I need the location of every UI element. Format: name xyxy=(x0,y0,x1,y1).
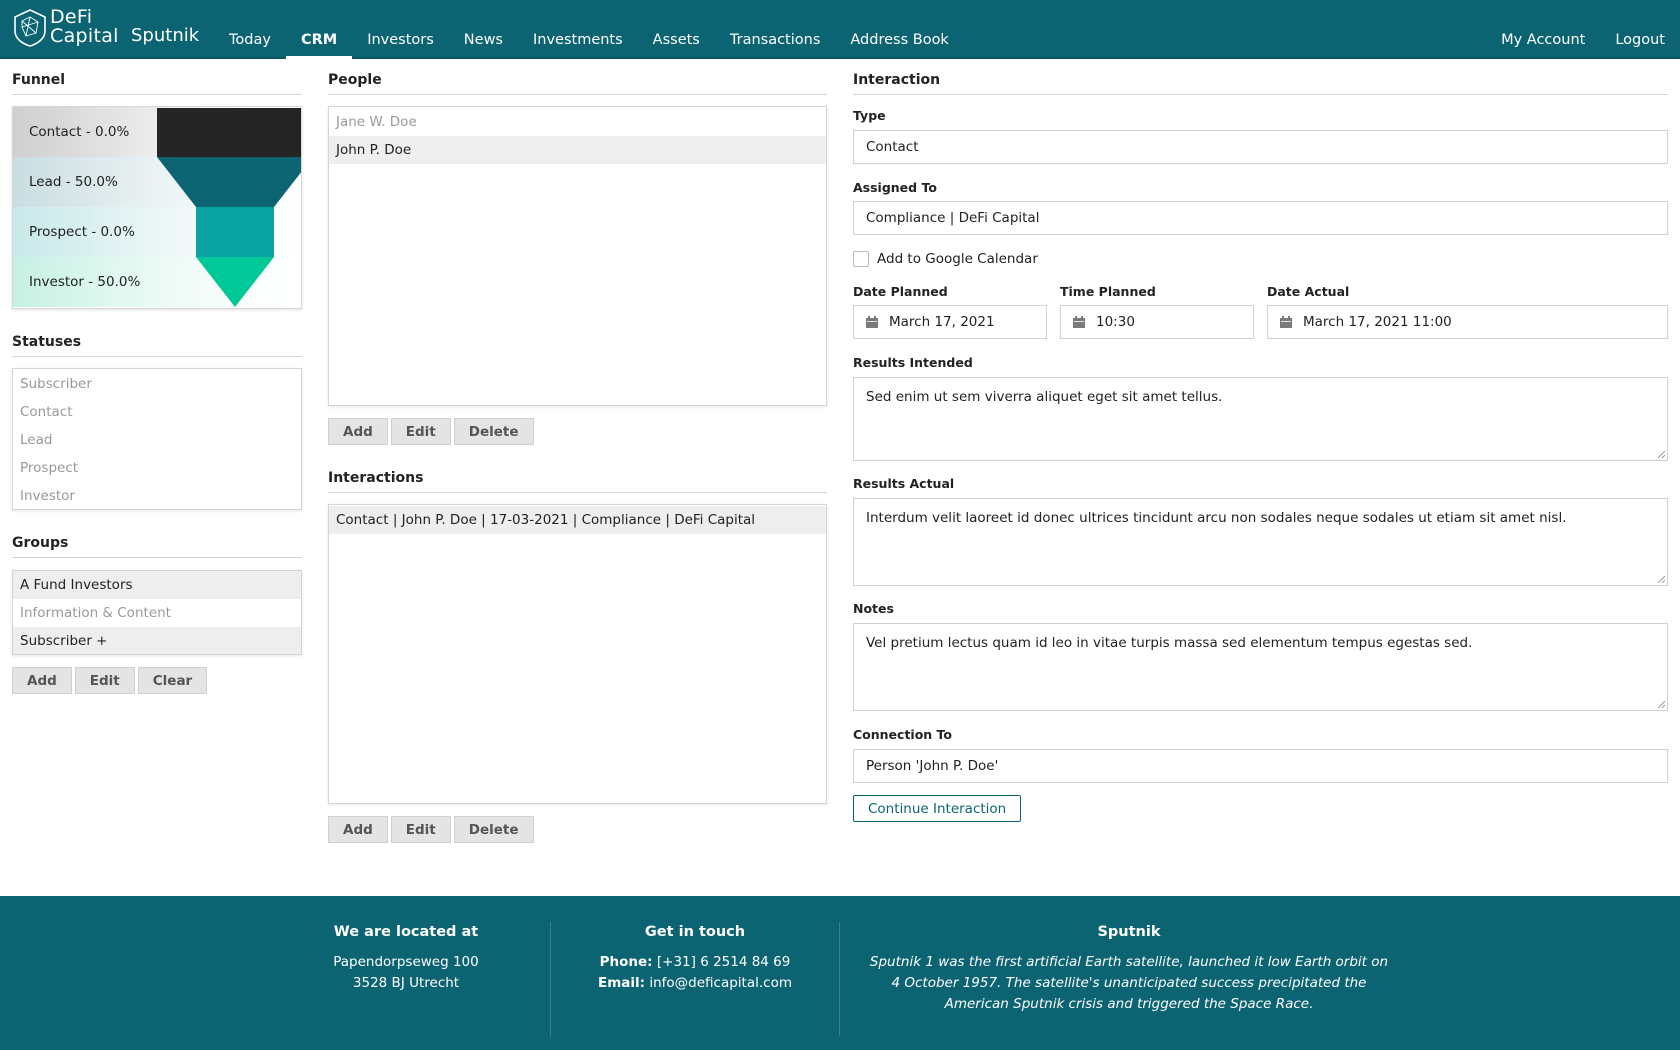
list-item[interactable]: Subscriber xyxy=(20,376,92,392)
group-clear-button[interactable]: Clear xyxy=(138,667,207,694)
footer-address-line1: Papendorpseweg 100 xyxy=(333,954,479,970)
footer-contact-title: Get in touch xyxy=(644,924,746,940)
footer-about-title: Sputnik xyxy=(1097,924,1161,940)
notes-value: Vel pretium lectus quam id leo in vitae turpis massa sed elementum tempus egestas sed. xyxy=(866,635,1473,651)
nav-item-crm[interactable]: CRM xyxy=(286,0,352,59)
nav-item-address-book[interactable]: Address Book xyxy=(850,32,949,48)
footer-phone-value[interactable]: [+31] 6 2514 84 69 xyxy=(656,954,791,970)
list-item[interactable]: Information & Content xyxy=(20,605,171,621)
notes-textarea[interactable] xyxy=(853,623,1668,711)
interaction-add-button[interactable]: Add xyxy=(328,816,388,843)
time-planned-label: Time Planned xyxy=(1060,284,1156,299)
resize-handle-icon[interactable] xyxy=(1657,450,1665,458)
top-navigation-bar xyxy=(0,0,1680,59)
google-calendar-label[interactable]: Add to Google Calendar xyxy=(877,251,1038,267)
assigned-to-select[interactable]: Compliance | DeFi Capital xyxy=(853,201,1668,235)
footer xyxy=(0,896,1680,1050)
interaction-title: Interaction xyxy=(853,72,1668,95)
funnel-chart xyxy=(12,106,302,309)
footer-address-line2: 3528 BJ Utrecht xyxy=(352,975,460,991)
funnel-title: Funnel xyxy=(12,72,302,95)
person-add-button[interactable]: Add xyxy=(328,418,388,445)
statuses-list xyxy=(12,368,302,510)
footer-about xyxy=(866,922,1392,1015)
interaction-delete-button[interactable]: Delete xyxy=(454,816,534,843)
footer-location xyxy=(306,922,506,994)
continue-interaction-button[interactable]: Continue Interaction xyxy=(853,795,1021,822)
funnel-label-prospect: Prospect - 0.0% xyxy=(13,207,301,257)
groups-actions xyxy=(12,667,207,694)
group-edit-button[interactable]: Edit xyxy=(75,667,135,694)
list-item[interactable]: Subscriber + xyxy=(13,627,301,655)
list-item[interactable]: Contact xyxy=(20,404,73,420)
date-planned-label: Date Planned xyxy=(853,284,948,299)
date-actual-input[interactable] xyxy=(1267,305,1668,339)
resize-handle-icon[interactable] xyxy=(1657,700,1665,708)
nav-item-news[interactable]: News xyxy=(463,32,503,48)
person-edit-button[interactable]: Edit xyxy=(391,418,451,445)
date-actual-value: March 17, 2021 11:00 xyxy=(1303,314,1452,330)
defi-capital-logo-icon[interactable] xyxy=(14,9,46,47)
calendar-icon xyxy=(866,316,878,328)
date-planned-input[interactable] xyxy=(853,305,1047,339)
list-item[interactable]: Contact | John P. Doe | 17-03-2021 | Compliance | DeFi Capital xyxy=(329,506,826,534)
groups-title: Groups xyxy=(12,535,302,558)
footer-contact xyxy=(580,922,810,994)
account-nav xyxy=(1486,0,1680,59)
list-item[interactable]: A Fund Investors xyxy=(13,571,301,599)
results-intended-value: Sed enim ut sem viverra aliquet eget sit amet tellus. xyxy=(866,389,1223,405)
interactions-title: Interactions xyxy=(328,470,827,493)
list-item[interactable]: Lead xyxy=(20,432,53,448)
main-nav xyxy=(214,0,964,59)
calendar-icon xyxy=(1073,316,1085,328)
calendar-icon xyxy=(1280,316,1292,328)
funnel-label-contact: Contact - 0.0% xyxy=(13,107,301,157)
app-name: Sputnik xyxy=(131,25,200,46)
nav-item-transactions[interactable]: Transactions xyxy=(729,32,821,48)
funnel-label-investor: Investor - 50.0% xyxy=(13,257,301,307)
nav-item-assets[interactable]: Assets xyxy=(652,32,700,48)
nav-item-my-account[interactable]: My Account xyxy=(1501,32,1586,48)
list-item[interactable]: Prospect xyxy=(20,460,79,476)
date-actual-label: Date Actual xyxy=(1267,284,1350,299)
people-list xyxy=(328,106,827,406)
funnel-segment-lead xyxy=(157,157,302,207)
interactions-actions xyxy=(328,816,534,843)
logo-line-1: DeFi xyxy=(50,6,93,28)
list-item[interactable]: Investor xyxy=(20,488,75,504)
nav-item-investors[interactable]: Investors xyxy=(367,32,434,48)
people-title: People xyxy=(328,72,827,95)
connection-to-input[interactable]: Person 'John P. Doe' xyxy=(853,749,1668,783)
results-intended-textarea[interactable] xyxy=(853,377,1668,461)
funnel-label-lead: Lead - 50.0% xyxy=(13,157,301,207)
connection-to-label: Connection To xyxy=(853,727,952,742)
google-calendar-checkbox[interactable] xyxy=(853,251,869,267)
date-planned-value: March 17, 2021 xyxy=(889,314,995,330)
nav-item-investments[interactable]: Investments xyxy=(532,32,623,48)
results-intended-label: Results Intended xyxy=(853,355,973,370)
logo-line-2: Capital xyxy=(50,25,119,47)
interactions-list xyxy=(328,504,827,804)
people-actions xyxy=(328,418,534,445)
type-label: Type xyxy=(853,108,886,123)
statuses-title: Statuses xyxy=(12,334,302,357)
notes-label: Notes xyxy=(853,601,894,616)
footer-location-title: We are located at xyxy=(333,924,479,940)
company-logo-text[interactable] xyxy=(50,8,119,46)
funnel-shape xyxy=(144,107,302,309)
person-delete-button[interactable]: Delete xyxy=(454,418,534,445)
time-planned-input[interactable] xyxy=(1060,305,1254,339)
footer-divider xyxy=(550,922,551,1036)
footer-divider xyxy=(839,922,840,1036)
nav-item-today[interactable]: Today xyxy=(229,32,271,48)
funnel-segment-investor xyxy=(196,257,274,307)
funnel-segment-contact xyxy=(157,108,302,157)
time-planned-value: 10:30 xyxy=(1096,314,1135,330)
footer-email-label: Email: xyxy=(597,975,646,991)
list-item[interactable]: Jane W. Doe xyxy=(336,114,417,130)
assigned-to-label: Assigned To xyxy=(853,180,937,195)
resize-handle-icon[interactable] xyxy=(1657,575,1665,583)
groups-list xyxy=(12,570,302,655)
interaction-edit-button[interactable]: Edit xyxy=(391,816,451,843)
results-actual-value: Interdum velit laoreet id donec ultrices tincidunt arcu non sodales neque sodales ut etiam sit amet nisl. xyxy=(866,510,1567,526)
type-select[interactable]: Contact xyxy=(853,130,1668,164)
footer-email-value[interactable]: info@deficapital.com xyxy=(649,975,792,991)
nav-item-logout[interactable]: Logout xyxy=(1615,32,1665,48)
results-actual-textarea[interactable] xyxy=(853,498,1668,586)
footer-phone-label: Phone: xyxy=(599,954,653,970)
results-actual-label: Results Actual xyxy=(853,476,955,491)
list-item[interactable]: John P. Doe xyxy=(329,136,826,164)
funnel-segment-prospect xyxy=(196,207,274,257)
group-add-button[interactable]: Add xyxy=(12,667,72,694)
footer-about-text: Sputnik 1 was the first artificial Earth satellite, launched it low Earth orbit on 4 October 1957. The satellite's unanticipated success precipitated the American Sputnik crisis and triggered the Space Race. xyxy=(869,954,1389,1012)
